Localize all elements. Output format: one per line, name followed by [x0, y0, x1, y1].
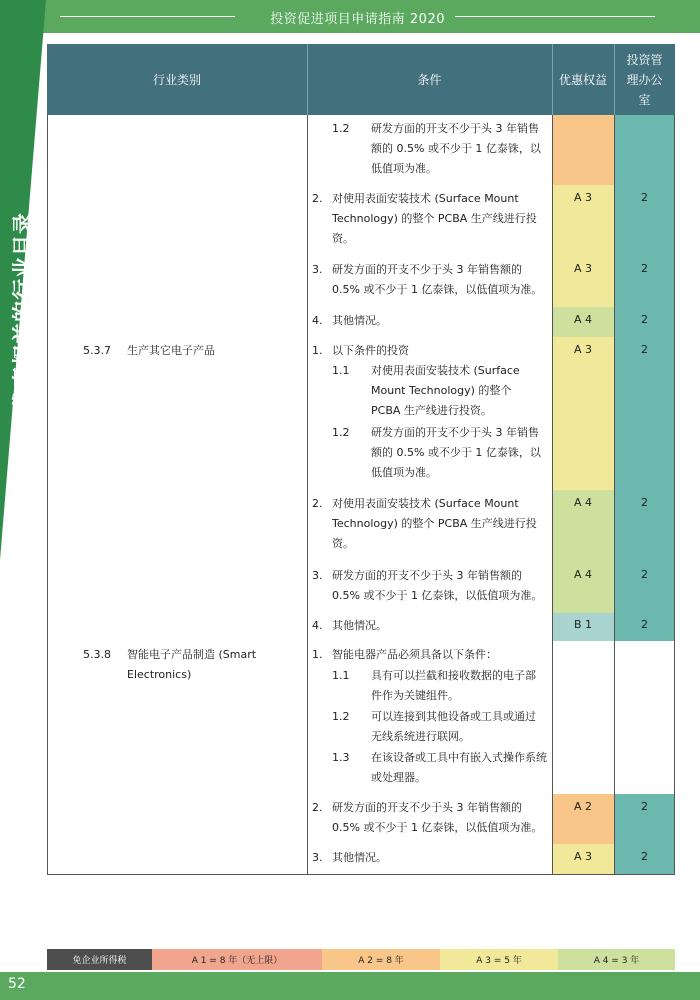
condition-text: 可以连接到其他设备或工具或通过无线系统进行联网。	[371, 710, 536, 743]
row-number: 1.2	[332, 122, 350, 135]
benefit-value: A 3	[573, 850, 593, 863]
header-benefit: 优惠权益	[552, 44, 615, 115]
office-value: 2	[641, 850, 648, 863]
benefit-value: A 4	[573, 313, 593, 326]
benefit-value: A 4	[573, 568, 593, 581]
benefit-value: B 1	[573, 618, 593, 631]
condition-text: 其他情况。	[332, 619, 387, 632]
benefit-value: A 2	[573, 800, 593, 813]
section-name: 智能电子产品制造 (Smart Electronics)	[127, 648, 257, 681]
header-condition: 条件	[307, 44, 553, 115]
office-value: 2	[641, 191, 648, 204]
row-number: 3.	[312, 851, 323, 864]
legend-item: 免企业所得税	[47, 949, 152, 970]
benefit-fill	[552, 115, 614, 185]
row-number: 1.3	[332, 751, 350, 764]
benefit-value: A 3	[573, 191, 593, 204]
condition-text: 具有可以拦截和接收数据的电子部件作为关键组件。	[371, 669, 536, 702]
row-number: 1.2	[332, 710, 350, 723]
footer-bar	[0, 972, 700, 1000]
condition-text: 智能电器产品必须具备以下条件：	[332, 648, 497, 661]
office-value: 2	[641, 800, 648, 813]
legend-item: A 4 = 3 年	[558, 949, 675, 970]
row-number: 3.	[312, 263, 323, 276]
row-number: 2.	[312, 497, 323, 510]
table-divider	[307, 115, 308, 875]
section-name: 生产其它电子产品	[127, 344, 215, 357]
document-title: 投资促进项目申请指南 2020	[270, 12, 445, 27]
header-rule-right	[455, 16, 655, 17]
condition-text: 以下条件的投资	[332, 344, 409, 357]
header-office: 投资管理办公室	[626, 52, 663, 107]
row-number: 2.	[312, 192, 323, 205]
row-number: 1.1	[332, 669, 350, 682]
table-border	[47, 115, 48, 875]
row-number: 1.1	[332, 364, 350, 377]
industry-table	[47, 44, 675, 875]
row-number: 2.	[312, 801, 323, 814]
condition-text: 其他情况。	[332, 314, 387, 327]
header-industry: 行业类别	[47, 44, 308, 115]
benefit-value: A 3	[573, 262, 593, 275]
row-number: 1.	[312, 344, 323, 357]
table-divider	[552, 115, 553, 875]
table-bottom-border	[47, 874, 675, 875]
legend-item: A 2 = 8 年	[322, 949, 440, 970]
condition-text: 研发方面的开支不少于头 3 年销售额的 0.5% 或不少于 1 亿泰铢，以低值项为准。	[371, 426, 541, 479]
condition-text: 研发方面的开支不少于头 3 年销售额的 0.5% 或不少于 1 亿泰铢，以低值项为准。	[332, 569, 543, 602]
legend-item: A 3 = 5 年	[440, 949, 558, 970]
condition-text: 在该设备或工具中有嵌入式操作系统或处理器。	[371, 751, 547, 784]
section-code: 5.3.7	[83, 344, 111, 357]
table-divider	[614, 115, 615, 875]
side-title: 享受投资优惠权益的行业目录	[11, 212, 35, 498]
office-value: 2	[641, 313, 648, 326]
condition-text: 其他情况。	[332, 851, 387, 864]
legend-item: A 1 = 8 年（无上限）	[152, 949, 322, 970]
condition-text: 对使用表面安装技术 (Surface Mount Technology) 的整个 PCBA 生产线进行投资。	[332, 497, 537, 550]
condition-text: 研发方面的开支不少于头 3 年销售额的 0.5% 或不少于 1 亿泰铢，以低值项为准。	[332, 263, 543, 296]
benefit-value: A 3	[573, 343, 593, 356]
header-rule-left	[60, 16, 235, 17]
row-number: 4.	[312, 619, 323, 632]
section-code: 5.3.8	[83, 648, 111, 661]
office-value: 2	[641, 496, 648, 509]
office-value: 2	[641, 343, 648, 356]
table-border	[674, 115, 675, 875]
benefit-value: A 4	[573, 496, 593, 509]
row-number: 3.	[312, 569, 323, 582]
benefit-fill	[552, 337, 614, 490]
condition-text: 研发方面的开支不少于头 3 年销售额的 0.5% 或不少于 1 亿泰铢，以低值项为准。	[332, 801, 543, 834]
office-value: 2	[641, 568, 648, 581]
benefit-legend	[47, 949, 675, 970]
row-number: 4.	[312, 314, 323, 327]
row-number: 1.	[312, 648, 323, 661]
condition-text: 对使用表面安装技术 (Surface Mount Technology) 的整个 PCBA 生产线进行投资。	[332, 192, 537, 245]
row-number: 1.2	[332, 426, 350, 439]
office-value: 2	[641, 262, 648, 275]
condition-text: 对使用表面安装技术 (Surface Mount Technology) 的整个 PCBA 生产线进行投资。	[371, 364, 520, 417]
table-header	[47, 44, 675, 115]
condition-text: 研发方面的开支不少于头 3 年销售额的 0.5% 或不少于 1 亿泰铢，以低值项为准。	[371, 122, 541, 175]
office-value: 2	[641, 618, 648, 631]
page-number: 52	[8, 976, 26, 992]
